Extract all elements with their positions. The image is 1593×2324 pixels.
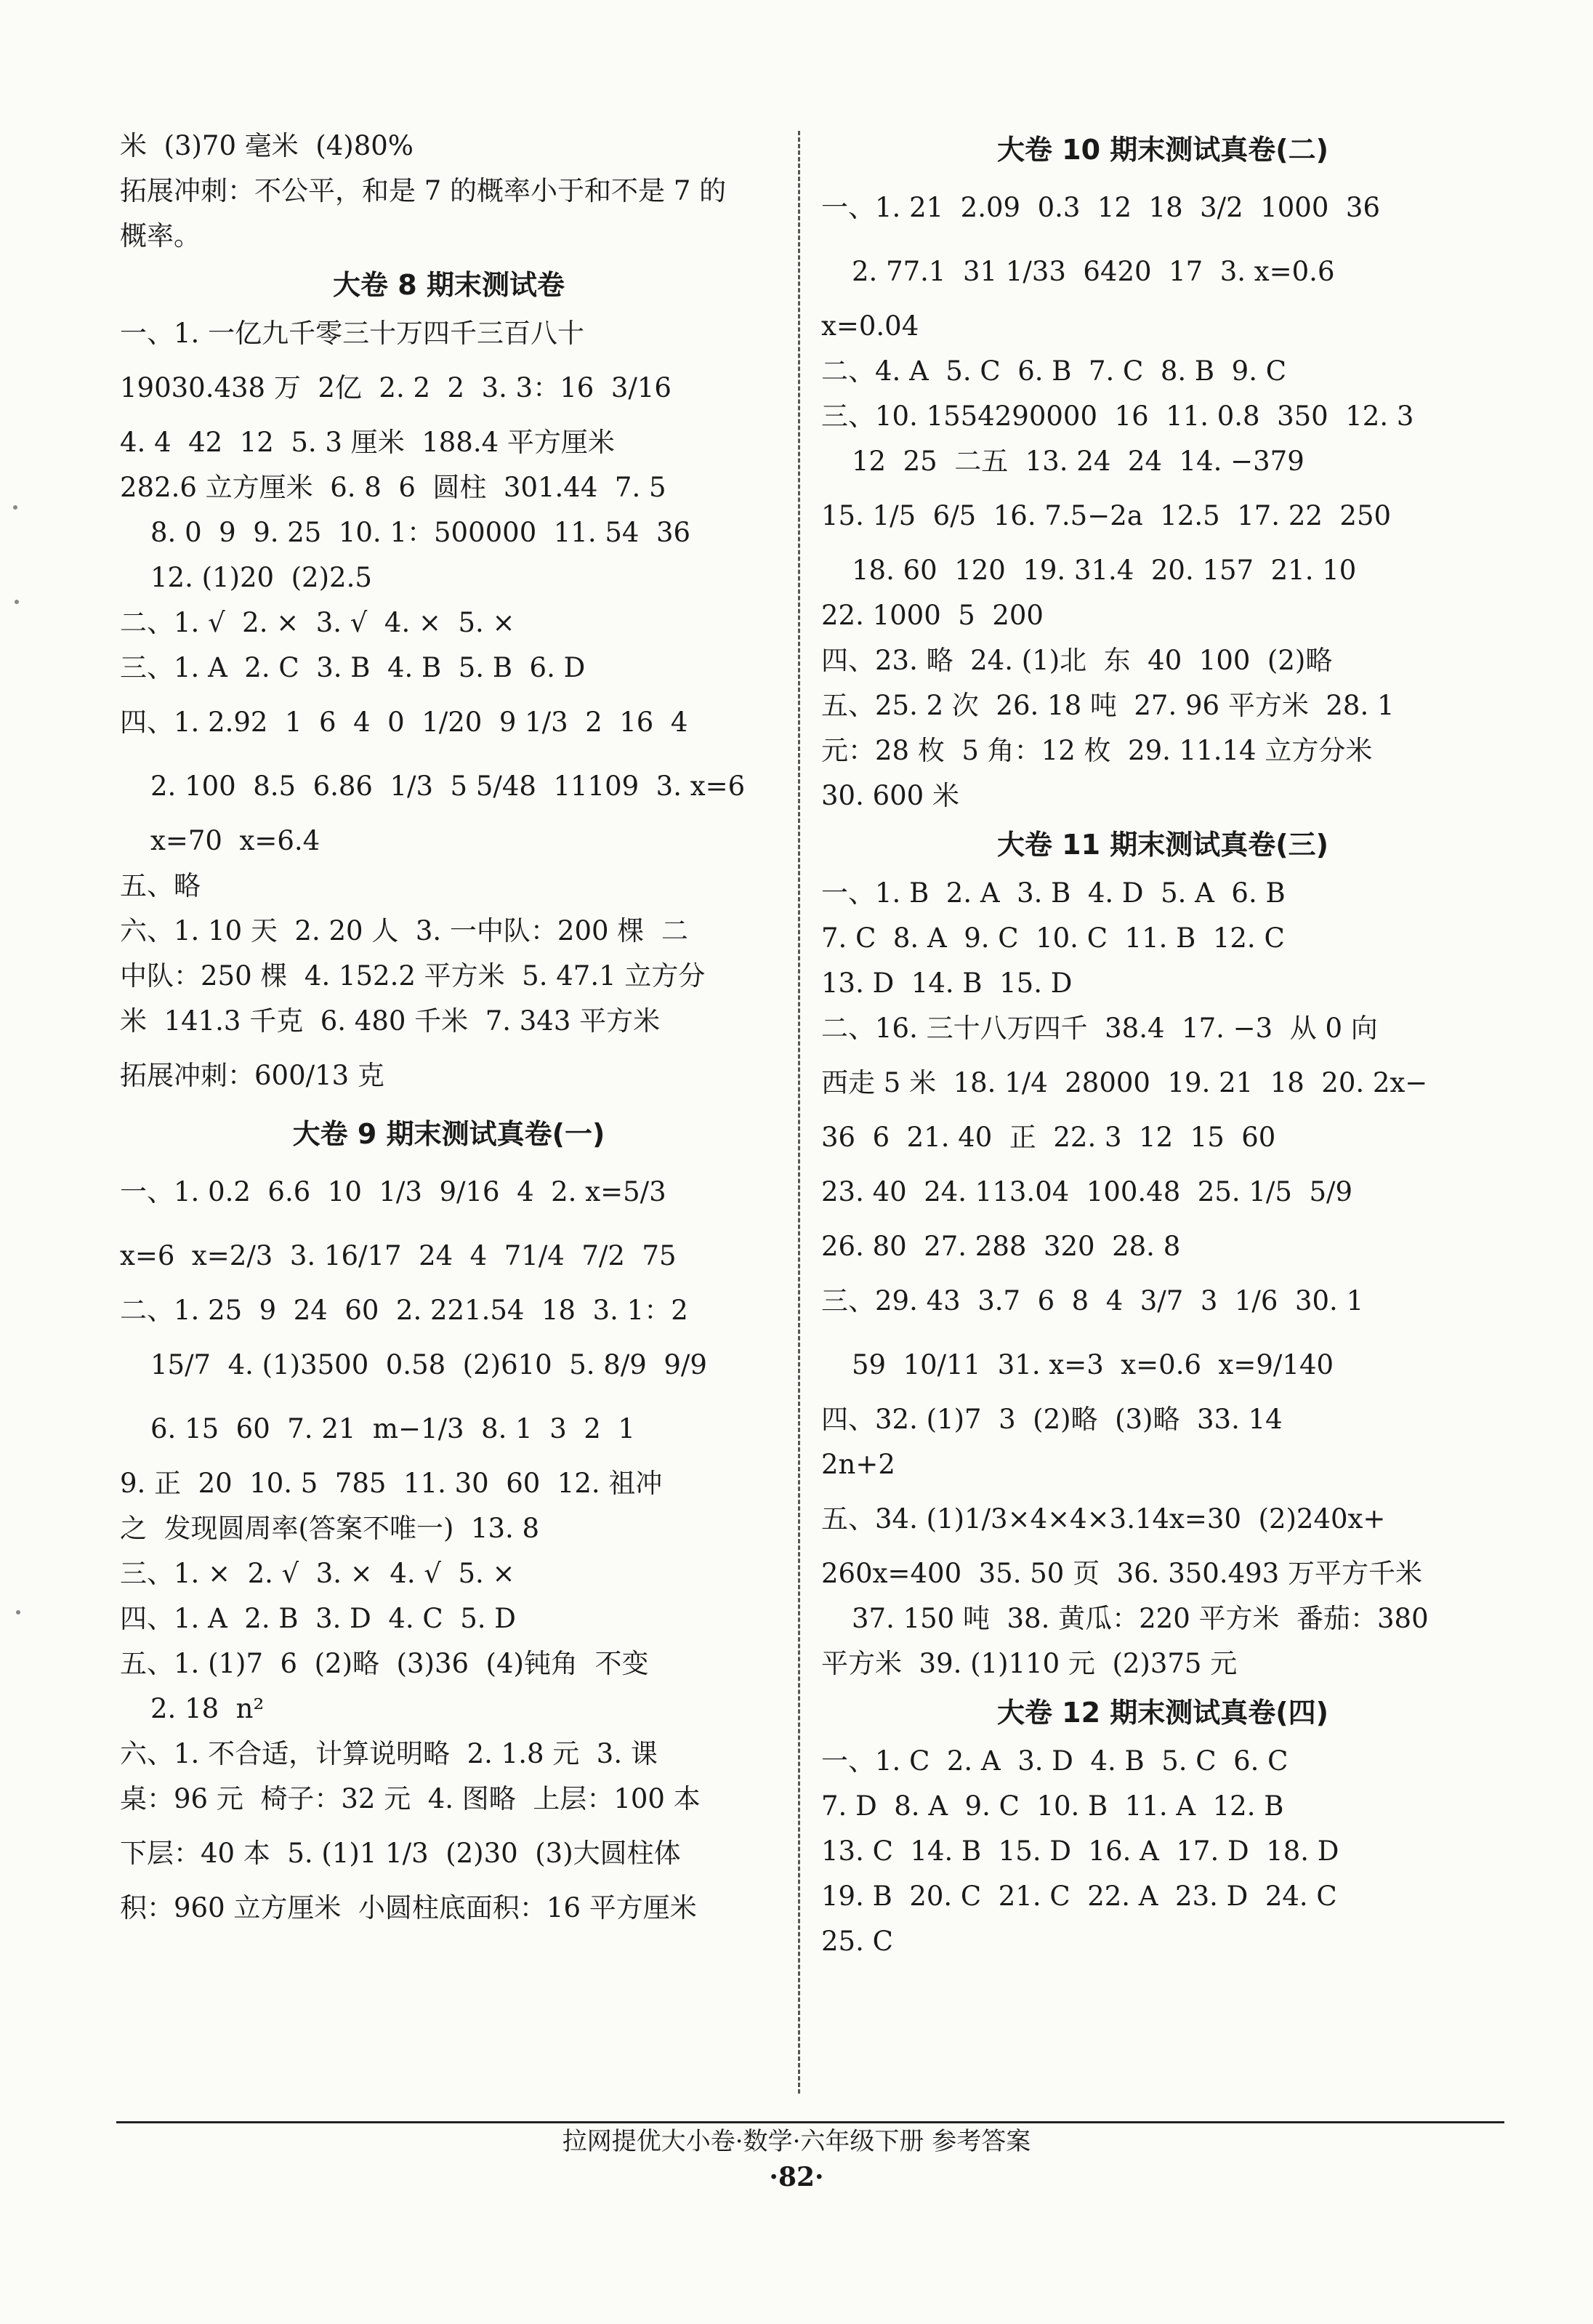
- answer-line: [821, 394, 1504, 439]
- section-heading: [821, 819, 1504, 871]
- answer-line: [821, 484, 1504, 548]
- answer-text: 9. 正 20 10. 5 785 11. 30 60 12. 祖冲: [120, 1468, 663, 1499]
- answer-line: [821, 1641, 1504, 1686]
- answer-line: [821, 1829, 1504, 1874]
- answer-line: [120, 1596, 778, 1641]
- answer-line: [120, 465, 778, 510]
- answer-line: [120, 214, 778, 259]
- answer-text: 四、1. A 2. B 3. D 4. C 5. D: [120, 1603, 516, 1634]
- answer-text: 260x=400 35. 50 页 36. 350.493 万平方千米: [821, 1558, 1422, 1589]
- answer-line: [120, 1333, 778, 1397]
- answer-text: 25. C: [821, 1926, 893, 1957]
- answer-line: [821, 439, 1504, 484]
- answer-line: [821, 916, 1504, 961]
- answer-text: 大卷 12 期末测试真卷(四): [996, 1697, 1329, 1729]
- answer-line: [821, 1160, 1504, 1224]
- answer-line: [821, 728, 1504, 773]
- answer-line: [120, 954, 778, 999]
- answer-line: [120, 1044, 778, 1108]
- answer-text: 2. 18 n²: [150, 1693, 265, 1724]
- answer-text: 7. C 8. A 9. C 10. C 11. B 12. C: [821, 922, 1285, 954]
- answer-line: [821, 1442, 1504, 1487]
- column-divider: [798, 131, 800, 2094]
- answer-line: [821, 638, 1504, 683]
- answer-text: 三、1. A 2. C 3. B 4. B 5. B 6. D: [120, 652, 586, 683]
- answer-text: 26. 80 27. 288 320 28. 8: [821, 1231, 1181, 1262]
- answer-text: 7. D 8. A 9. C 10. B 11. A 12. B: [821, 1790, 1284, 1822]
- section-heading: [821, 1686, 1504, 1739]
- answer-line: [120, 420, 778, 465]
- answer-text: 30. 600 米: [821, 780, 959, 811]
- answer-line: [821, 1333, 1504, 1397]
- answer-line: [821, 1115, 1504, 1160]
- answer-line: [120, 864, 778, 909]
- answer-text: 六、1. 不合适，计算说明略 2. 1.8 元 3. 课: [120, 1738, 658, 1769]
- answer-text: 五、1. (1)7 6 (2)略 (3)36 (4)钝角 不变: [120, 1648, 649, 1679]
- answer-line: [120, 1732, 778, 1777]
- answer-line: [120, 1506, 778, 1551]
- answer-line: [120, 510, 778, 555]
- answer-line: [821, 1397, 1504, 1442]
- answer-text: 4. 4 42 12 5. 3 厘米 188.4 平方厘米: [120, 427, 615, 458]
- answer-text: 下层：40 本 5. (1)1 1/3 (2)30 (3)大圆柱体: [120, 1838, 681, 1869]
- answer-line: [120, 124, 778, 169]
- answer-line: [821, 548, 1504, 593]
- answer-line: [120, 1397, 778, 1461]
- answer-line: [120, 646, 778, 691]
- answer-text: x=70 x=6.4: [150, 825, 320, 856]
- answer-line: [821, 349, 1504, 394]
- answer-line: [120, 555, 778, 600]
- section-heading: [120, 1108, 778, 1160]
- answer-line: [120, 1822, 778, 1886]
- answer-line: [120, 356, 778, 420]
- answer-line: [821, 1487, 1504, 1551]
- answer-text: 2. 77.1 31 1/33 6420 17 3. x=0.6: [852, 256, 1335, 287]
- answer-text: 2. 100 8.5 6.86 1/3 5 5/48 11109 3. x=6: [150, 771, 746, 802]
- answer-text: 概率。: [120, 220, 201, 252]
- answer-line: [821, 1551, 1504, 1596]
- answer-text: 元：28 枚 5 角：12 枚 29. 11.14 立方分米: [821, 735, 1373, 766]
- answer-line: [821, 1874, 1504, 1919]
- answer-text: 一、1. C 2. A 3. D 4. B 5. C 6. C: [821, 1745, 1288, 1777]
- answer-line: [821, 1269, 1504, 1333]
- section-heading: [120, 259, 778, 311]
- answer-text: 六、1. 10 天 2. 20 人 3. 一中队：200 棵 二: [120, 915, 688, 946]
- answer-text: 大卷 10 期末测试真卷(二): [996, 134, 1329, 166]
- answer-line: [821, 1006, 1504, 1051]
- answer-line: [120, 909, 778, 954]
- answer-text: 五、25. 2 次 26. 18 吨 27. 96 平方米 28. 1: [821, 690, 1395, 721]
- answer-text: 桌：96 元 椅子：32 元 4. 图略 上层：100 本: [120, 1783, 701, 1814]
- answer-text: 22. 1000 5 200: [821, 600, 1044, 631]
- answer-line: [821, 683, 1504, 728]
- answer-text: 19. B 20. C 21. C 22. A 23. D 24. C: [821, 1881, 1337, 1912]
- answer-text: 6. 15 60 7. 21 m−1/3 8. 1 3 2 1: [150, 1413, 635, 1444]
- answer-line: [120, 1551, 778, 1596]
- answer-text: 二、1. 25 9 24 60 2. 221.54 18 3. 1：2: [120, 1295, 688, 1326]
- answer-text: 37. 150 吨 38. 黄瓜：220 平方米 番茄：380: [852, 1603, 1429, 1634]
- answer-line: [821, 1739, 1504, 1784]
- answer-text: 一、1. 21 2.09 0.3 12 18 3/2 1000 36: [821, 192, 1380, 223]
- answer-text: x=6 x=2/3 3. 16/17 24 4 71/4 7/2 75: [120, 1240, 677, 1271]
- answer-text: 四、1. 2.92 1 6 4 0 1/20 9 1/3 2 16 4: [120, 707, 688, 738]
- answer-text: 13. C 14. B 15. D 16. A 17. D 18. D: [821, 1836, 1339, 1867]
- answer-text: 五、略: [120, 870, 201, 901]
- answer-line: [821, 304, 1504, 349]
- answer-line: [120, 1686, 778, 1732]
- answer-text: 积：960 立方厘米 小圆柱底面积：16 平方厘米: [120, 1892, 697, 1923]
- answer-text: 大卷 11 期末测试真卷(三): [996, 829, 1329, 861]
- scan-speck: [13, 505, 17, 510]
- answer-text: 12. (1)20 (2)2.5: [150, 562, 372, 593]
- answer-text: 西走 5 米 18. 1/4 28000 19. 21 18 20. 2x−: [821, 1067, 1428, 1098]
- answer-text: 拓展冲刺：600/13 克: [120, 1060, 384, 1091]
- answer-text: 中队：250 棵 4. 152.2 平方米 5. 47.1 立方分: [120, 960, 706, 992]
- scan-speck: [15, 600, 19, 604]
- answer-line: [120, 1160, 778, 1224]
- answer-text: 五、34. (1)1/3×4×4×3.14x=30 (2)240x+: [821, 1503, 1386, 1535]
- answer-text: 平方米 39. (1)110 元 (2)375 元: [821, 1648, 1238, 1679]
- answer-text: 二、4. A 5. C 6. B 7. C 8. B 9. C: [821, 355, 1287, 387]
- answer-text: 大卷 8 期末测试卷: [333, 269, 565, 301]
- answer-text: 米 (3)70 毫米 (4)80%: [120, 130, 414, 161]
- answer-text: 四、23. 略 24. (1)北 东 40 100 (2)略: [821, 645, 1333, 676]
- answer-text: 三、29. 43 3.7 6 8 4 3/7 3 1/6 30. 1: [821, 1285, 1364, 1316]
- answer-line: [821, 593, 1504, 638]
- answer-text: 59 10/11 31. x=3 x=0.6 x=9/140: [852, 1349, 1334, 1380]
- answer-text: 二、1. √ 2. × 3. √ 4. × 5. ×: [120, 607, 515, 638]
- answer-line: [120, 1288, 778, 1333]
- answer-line: [821, 1596, 1504, 1641]
- answer-line: [821, 871, 1504, 916]
- answer-line: [120, 1886, 778, 1931]
- answer-column-right: [821, 124, 1504, 1964]
- answer-line: [120, 691, 778, 755]
- answer-text: 之 发现圆周率(答案不唯一) 13. 8: [120, 1513, 540, 1544]
- answer-text: 15/7 4. (1)3500 0.58 (2)610 5. 8/9 9/9: [150, 1349, 707, 1380]
- answer-text: x=0.04: [821, 310, 919, 342]
- scan-speck: [16, 1610, 20, 1615]
- answer-column-left: [120, 124, 778, 1931]
- answer-line: [821, 176, 1504, 240]
- answer-line: [120, 169, 778, 214]
- answer-line: [120, 1224, 778, 1288]
- answer-line: [120, 819, 778, 864]
- answer-line: [821, 1919, 1504, 1964]
- answer-text: 米 141.3 千克 6. 480 千米 7. 343 平方米: [120, 1005, 661, 1037]
- answer-text: 三、10. 1554290000 16 11. 0.8 350 12. 3: [821, 401, 1414, 432]
- answer-text: 15. 1/5 6/5 16. 7.5−2a 12.5 17. 22 250: [821, 500, 1392, 531]
- answer-line: [821, 1784, 1504, 1829]
- answer-line: [821, 240, 1504, 304]
- answer-line: [120, 1461, 778, 1506]
- answer-line: [120, 600, 778, 646]
- answer-text: 拓展冲刺：不公平，和是 7 的概率小于和不是 7 的: [120, 175, 727, 206]
- page-number: ·82·: [769, 2162, 824, 2192]
- answer-text: 13. D 14. B 15. D: [821, 968, 1073, 999]
- answer-line: [821, 1051, 1504, 1115]
- footer-title: 拉网提优大小卷·数学·六年级下册 参考答案: [562, 2127, 1031, 2156]
- answer-text: 三、1. × 2. √ 3. × 4. √ 5. ×: [120, 1558, 515, 1589]
- answer-line: [120, 1641, 778, 1686]
- answer-line: [120, 311, 778, 356]
- answer-text: 大卷 9 期末测试真卷(一): [292, 1118, 605, 1150]
- answer-text: 36 6 21. 40 正 22. 3 12 15 60: [821, 1122, 1276, 1153]
- answer-text: 12 25 二五 13. 24 24 14. −379: [852, 446, 1304, 477]
- answer-text: 一、1. 0.2 6.6 10 1/3 9/16 4 2. x=5/3: [120, 1176, 666, 1207]
- answer-text: 19030.438 万 2亿 2. 2 2 3. 3：16 3/16: [120, 372, 672, 403]
- answer-text: 2n+2: [821, 1449, 895, 1480]
- answer-text: 二、16. 三十八万四千 38.4 17. −3 从 0 向: [821, 1013, 1378, 1044]
- answer-line: [821, 1224, 1504, 1269]
- answer-text: 四、32. (1)7 3 (2)略 (3)略 33. 14: [821, 1404, 1283, 1435]
- answer-text: 18. 60 120 19. 31.4 20. 157 21. 10: [852, 555, 1357, 586]
- answer-line: [821, 961, 1504, 1006]
- answer-text: 一、1. B 2. A 3. B 4. D 5. A 6. B: [821, 877, 1286, 909]
- section-heading: [821, 124, 1504, 176]
- answer-text: 23. 40 24. 113.04 100.48 25. 1/5 5/9: [821, 1176, 1353, 1207]
- answer-text: 282.6 立方厘米 6. 8 6 圆柱 301.44 7. 5: [120, 472, 666, 503]
- answer-line: [821, 773, 1504, 819]
- answer-text: 一、1. 一亿九千零三十万四千三百八十: [120, 318, 585, 349]
- answer-line: [120, 999, 778, 1044]
- answer-text: 8. 0 9 9. 25 10. 1：500000 11. 54 36: [150, 517, 691, 548]
- answer-line: [120, 755, 778, 819]
- answer-line: [120, 1777, 778, 1822]
